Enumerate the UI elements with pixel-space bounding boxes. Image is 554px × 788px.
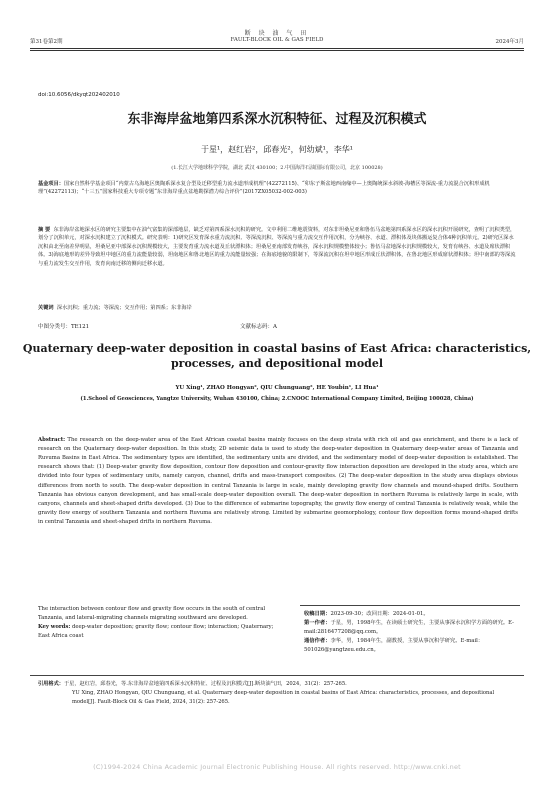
title-cn: 东非海岸盆地第四系深水沉积特征、过程及沉积模式 [127,112,427,127]
keywords-en-text: deep-water deposition; gravity flow; contour flow; interaction; Quaternary; East Africa coast [38,624,274,640]
citation-cn: 于星，赵红岩，邱春光，等.东非海岸盆地第四系深水沉积特征、过程及沉积模式[J].断块油气田，2024，31(2)：257-265. [63,681,347,687]
running-header [30,37,524,47]
affiliation-en: (1.School of Geosciences, Yangtze University, Wuhan 430100, China; 2.CNOOC International Company Limited, Beijing 100028, China) [80,396,474,402]
received-label: 收稿日期： [304,611,331,617]
citation-format [38,680,518,707]
citation-rule [30,675,524,676]
first-author-label: 第一作者： [304,620,331,627]
clc-number: 中图分类号：TE121 [38,324,90,330]
title-en: Quaternary deep-water deposition in coastal basins of East Africa: characteristics, processes, and depositional model [22,342,532,370]
received-text: 2023-09-30；改回日期：2024-01-01。 [330,611,429,617]
header-rule-thin [30,50,524,51]
journal-name-cn: 断 块 油 气 田 [244,30,310,37]
first-author-text: 于星，男，1998年生，在读硕士研究生，主要从事深水沉积学方面的研究。E-mail:2816477208@qq.com。 [304,620,514,636]
keywords-cn-text: 深水沉积；重力流；等深流；交互作用；第四系；东非海岸 [56,305,192,311]
keywords-en [38,623,284,641]
volume-issue: 第31卷第2期 [30,39,63,45]
copyright-watermark: (C)1994-2024 China Academic Journal Electronic Publishing House. All rights reserved. http://www.cnki.net [93,763,461,771]
corresponding-text: 李华，男，1984年生，副教授，主要从事沉积学研究。E-mail：501026@yangtzeu.edu.cn。 [304,638,484,654]
article-info-box [304,610,518,656]
header-rule [30,48,524,49]
info-box-rule [300,605,520,606]
abstract-en [38,436,518,527]
authors-en: YU Xing¹, ZHAO Hongyan², QIU Chunguang², HE Youbin¹, LI Hua¹ [175,385,379,391]
abstract-cn-label: 摘 要 [38,227,51,233]
abstract-en-text-cont: The interaction between contour flow and gravity flow occurs in the south of central Tanzania, and lateral-migrating channels migrating southward are developed. [38,606,266,622]
keywords-cn-label: 关键词 [38,305,54,311]
abstract-en-text: The research on the deep-water area of the East African coastal basins mainly focuses on the deep strata with rich oil and gas enrichment, and there is a lack of research on the Quaternary deep-water deposition. In this study, 2D seismic data is used to study the deep-water deposition in Quaternary deep-water areas of Tanzania and Ruvuma Basins in East Africa. The sedimentary types are identified, the sedimentary units are divided, and the sedimentary model of deep-water deposition is established. The research shows that: (1) Deep-water gravity flow deposition, contour flow deposition and contour-gravity flow interaction deposition are developed in the study area, which are divided into four types of sedimentary units, namely canyon, channel, drifts and mass-transport composites. (2) The deep-water deposition in the study area displays obvious differences from north to south. The deep-water deposition in central Tanzania is large in scale, mainly developing gravity flow channels and mound-shaped drifts. Southern Tanzania has obvious canyon development, and has small-scale deep-water deposition overall. The deep-water deposition in northern Ruvuma is relatively large in scale, with canyons, channels and sheet-shaped drifts developed. (3) Due to the difference of submarine topography, the gravity flow energy of central Tanzania is relatively weak, while the gravity flow energy of southern Tanzania and northern Ruvuma are relatively strong. Limited by submarine geomorphology, contour flow deposition forms mound-shaped drifts in central Tanzania and sheet-shaped drifts in northern Ruvuma. [38,437,519,525]
fund-label: 基金项目： [38,181,64,187]
abstract-en-continuation [38,605,284,641]
corresponding-author [304,637,518,655]
fund-info [38,180,518,197]
abstract-cn-text: 东非海岸盆地深水区的研究主要集中在油气富集的深部地层，缺乏对第四系深水沉积的研究。文中利用二维地震资料，对东非坦桑尼亚和鲁伍马盆地第四系深水区的深水沉积开展研究，查明了沉积类型，划分了沉积单元，对深水沉积建立了沉积模式。研究表明：1)研究区发育深水重力流沉积、等深流沉积、等深流与重力流交互作用沉积，分为峡谷、水道、漂积体及块体搬运复合体4种沉积单元。2)研究区深水沉积由北至南差异明显，坦桑尼亚中部深水沉积规模较大，主要发育重力流水道及丘状漂积体；坦桑尼亚南部发育峡谷，深水沉积规模整体较小；鲁伍马盆地深水沉积规模较大，发育有峡谷、水道及席状漂积体。3)海底地形的差异导致坦中地区的重力流能量较弱，坦南地区和鲁北地区的重力流能量较强；在海底地貌的限制下，等深流沉积在坦中地区形成丘状漂积体，在鲁北地区形成席状漂积体；坦中南部的等深流与重力流发生交互作用，发育向南迁移的侧向迁移水道。 [38,227,516,267]
citation-en: YU Xing, ZHAO Hongyan, QIU Chunguang, et al. Quaternary deep-water deposition in coastal basins of East Africa: characteristics, processes, and depositional model[J]. Fault-Block Oil & Gas Field, 2024, 31(2): 257-265. [72,689,495,705]
corresponding-label: 通信作者： [304,638,331,645]
publication-date: 2024年3月 [495,39,524,45]
journal-name-en: FAULT-BLOCK OIL & GAS FIELD [230,37,324,43]
keywords-cn [38,304,518,312]
doi[interactable]: doi:10.6056/dkyqt202402010 [38,92,120,98]
document-code: 文献标志码：A [240,324,277,330]
abstract-cn [38,226,518,268]
citation-label: 引用格式： [38,681,64,687]
received-dates [304,610,518,619]
authors-cn: 于星¹，赵红岩²，邱春光²，何幼斌¹，李华¹ [200,145,354,154]
affiliation-cn: (1.长江大学地球科学学院，湖北 武汉 430100；2.中国海洋石油国际有限公司，北京 100028) [171,165,383,171]
abstract-en-label: Abstract: [38,437,66,443]
keywords-en-label: Key words: [38,624,71,631]
fund-text: 国家自然科学基金项目“内蒙古乌海地区奥陶系深水复合型及迁移型重力流水道形成机理”(42272115)、“卯东子斯盆地西南缘中—上奥陶统深水斜坡-海槽区等深流-重力流混合沉积形成机理”(42272113)；“十三五”国家科技重大专项专题“东非海岸重点盆地勘探潜力综合评价”(2017ZX05032-002-003) [38,181,490,196]
first-author [304,619,518,637]
